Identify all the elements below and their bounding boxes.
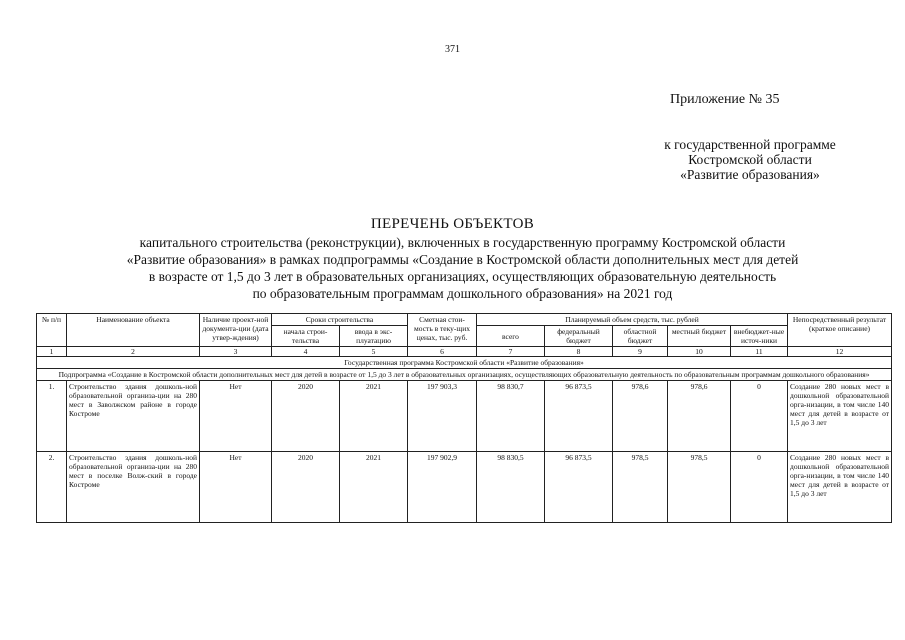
row-start: 2020 bbox=[272, 381, 340, 452]
subprogram-row bbox=[37, 369, 892, 381]
document-subtitle bbox=[60, 234, 865, 302]
header-row bbox=[37, 314, 892, 326]
header-offbudget: внебюджет-ные источ-ники bbox=[731, 326, 788, 347]
row-federal: 96 873,5 bbox=[545, 452, 613, 523]
header-federal: федеральный бюджет bbox=[545, 326, 613, 347]
row-commission: 2021 bbox=[340, 452, 408, 523]
header-local: местный бюджет bbox=[668, 326, 731, 347]
row-regional: 978,6 bbox=[613, 381, 668, 452]
row-local: 978,6 bbox=[668, 381, 731, 452]
column-number: 1 bbox=[37, 347, 67, 357]
appendix-reference-line: к государственной программе bbox=[664, 137, 836, 152]
row-start: 2020 bbox=[272, 452, 340, 523]
row-offbudget: 0 bbox=[731, 452, 788, 523]
column-number: 5 bbox=[340, 347, 408, 357]
objects-table bbox=[36, 313, 892, 523]
column-number: 2 bbox=[67, 347, 200, 357]
row-name: Строительство здания дошколь-ной образовательной организа-ции на 280 мест в поселке Волж-ский в городе Костроме bbox=[67, 452, 200, 523]
column-number: 6 bbox=[408, 347, 477, 357]
header-name: Наименование объекта bbox=[67, 314, 200, 347]
row-result: Создание 280 новых мест в дошкольной образовательной орга-низации, в том числе 140 мест для детей в возрасте от 1,5 до 3 лет bbox=[788, 452, 892, 523]
header-result: Непосредственный результат (краткое описание) bbox=[788, 314, 892, 347]
header-docs: Наличие проект-ной документа-ции (дата утвер-ждения) bbox=[200, 314, 272, 347]
table-row bbox=[37, 452, 892, 523]
row-total: 98 830,7 bbox=[477, 381, 545, 452]
header-num: № п/п bbox=[37, 314, 67, 347]
row-num: 2. bbox=[37, 452, 67, 523]
header-planned: Планируемый объем средств, тыс. рублей bbox=[477, 314, 788, 326]
header-start: начала строи-тельства bbox=[272, 326, 340, 347]
row-docs: Нет bbox=[200, 381, 272, 452]
appendix-number: Приложение № 35 bbox=[670, 92, 780, 107]
column-number: 8 bbox=[545, 347, 613, 357]
document-title: ПЕРЕЧЕНЬ ОБЪЕКТОВ bbox=[370, 216, 535, 232]
page-number: 371 bbox=[445, 44, 460, 55]
appendix-reference-line: Костромской области bbox=[688, 152, 812, 167]
subtitle-line: по образовательным программам дошкольного образования» на 2021 год bbox=[252, 286, 673, 301]
row-offbudget: 0 bbox=[731, 381, 788, 452]
column-number: 10 bbox=[668, 347, 731, 357]
column-number: 7 bbox=[477, 347, 545, 357]
row-result: Создание 280 новых мест в дошкольной образовательной орга-низации, в том числе 140 мест для детей в возрасте от 1,5 до 3 лет bbox=[788, 381, 892, 452]
column-number: 3 bbox=[200, 347, 272, 357]
header-total: всего bbox=[477, 326, 545, 347]
header-estimated: Сметная стои-мость в теку-щих ценах, тыс. руб. bbox=[408, 314, 477, 347]
row-total: 98 830,5 bbox=[477, 452, 545, 523]
table-row bbox=[37, 381, 892, 452]
subtitle-line: капитального строительства (реконструкции), включенных в государственную программу Костромской области bbox=[139, 235, 786, 250]
row-local: 978,5 bbox=[668, 452, 731, 523]
column-number: 4 bbox=[272, 347, 340, 357]
subprogram-title: Подпрограмма «Создание в Костромской области дополнительных мест для детей в возрасте от 1,5 до 3 лет в образовательных организациях, осуществляющих образовательную деятельность по образовательным программам дошкольного образования» bbox=[37, 369, 892, 381]
column-number-row bbox=[37, 347, 892, 357]
header-commission: ввода в экс-плуатацию bbox=[340, 326, 408, 347]
subtitle-line: «Развитие образования» в рамках подпрограммы «Создание в Костромской области дополнительных мест для детей bbox=[126, 252, 799, 267]
appendix-reference bbox=[610, 137, 890, 182]
row-regional: 978,5 bbox=[613, 452, 668, 523]
row-docs: Нет bbox=[200, 452, 272, 523]
column-number: 9 bbox=[613, 347, 668, 357]
header-terms: Сроки строительства bbox=[272, 314, 408, 326]
row-name: Строительство здания дошколь-ной образовательной организа-ции на 280 мест в Заволжском районе в городе Костроме bbox=[67, 381, 200, 452]
row-num: 1. bbox=[37, 381, 67, 452]
header-regional: областной бюджет bbox=[613, 326, 668, 347]
row-federal: 96 873,5 bbox=[545, 381, 613, 452]
appendix-reference-line: «Развитие образования» bbox=[680, 167, 820, 182]
row-estimated: 197 903,3 bbox=[408, 381, 477, 452]
column-number: 11 bbox=[731, 347, 788, 357]
program-row bbox=[37, 357, 892, 369]
subtitle-line: в возрасте от 1,5 до 3 лет в образовательных организациях, осуществляющих образовательную деятельность bbox=[148, 269, 777, 284]
program-title: Государственная программа Костромской области «Развитие образования» bbox=[37, 357, 892, 369]
column-number: 12 bbox=[788, 347, 892, 357]
row-estimated: 197 902,9 bbox=[408, 452, 477, 523]
row-commission: 2021 bbox=[340, 381, 408, 452]
